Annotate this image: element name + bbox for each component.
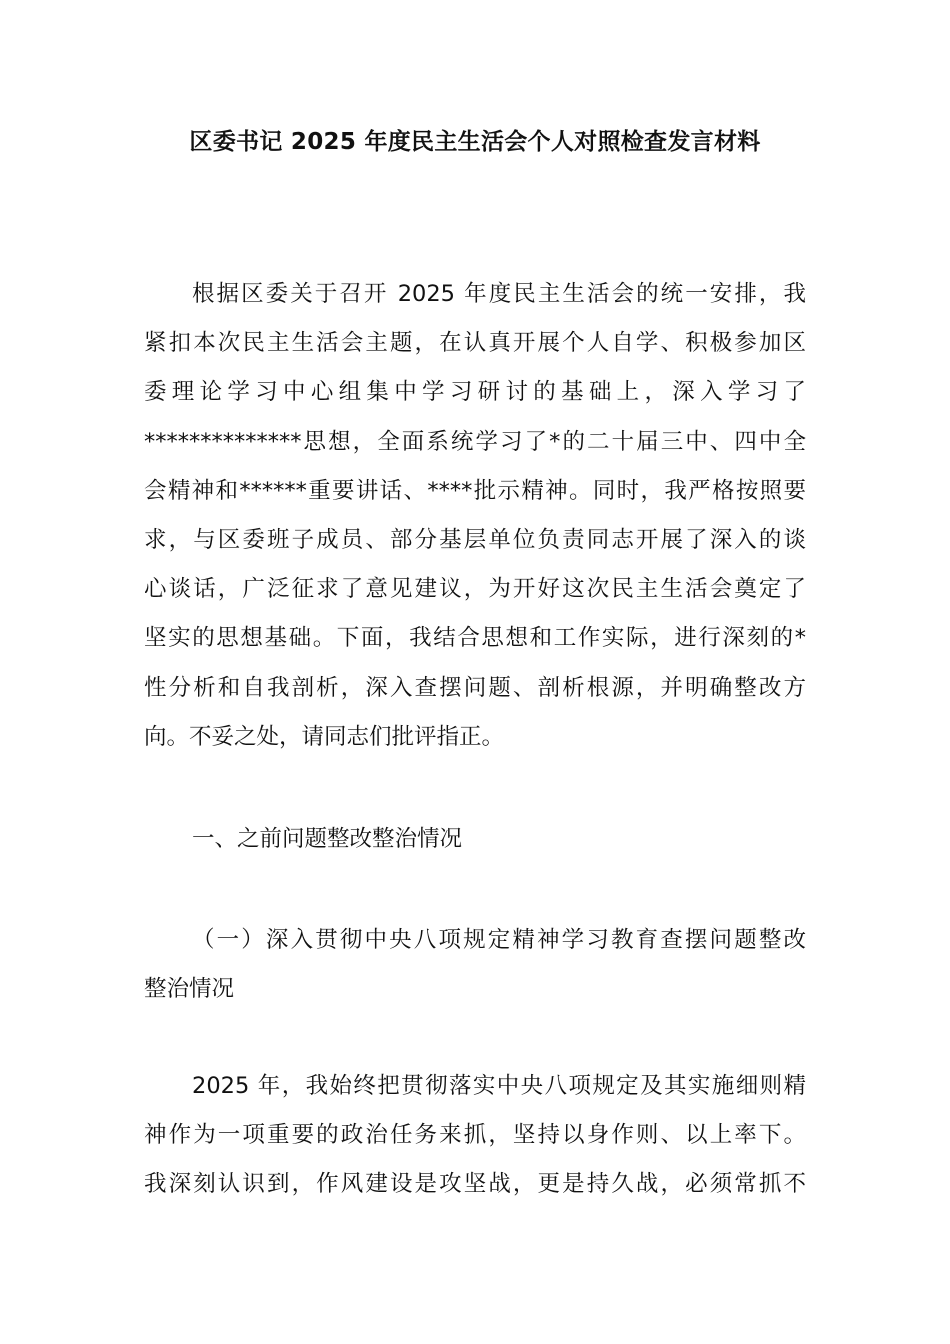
paragraph-line: 坚实的思想基础。下面，我结合思想和工作实际，进行深刻的* [144, 625, 806, 652]
paragraph-line: 会精神和******重要讲话、****批示精神。同时，我严格按照要 [144, 477, 806, 504]
section-heading [144, 815, 806, 864]
paragraph-line: 向。不妥之处，请同志们批评指正。 [144, 723, 505, 750]
subsection-heading-line: 整治情况 [144, 976, 235, 1003]
paragraph-line: 我深刻认识到，作风建设是攻坚战，更是持久战，必须常抓不 [144, 1171, 806, 1198]
paragraph-line: 性分析和自我剖析，深入查摆问题、剖析根源，并明确整改方 [144, 674, 806, 701]
subsection-heading [144, 916, 806, 1014]
body-paragraph [144, 1062, 806, 1210]
paragraph-line: 紧扣本次民主生活会主题，在认真开展个人自学、积极参加区 [144, 330, 806, 357]
document-title: 区委书记 2025 年度民主生活会个人对照检查发言材料 [189, 129, 761, 155]
section-heading-text: 一、之前问题整改整治情况 [192, 826, 463, 852]
intro-paragraph [144, 270, 806, 762]
paragraph-line: 求，与区委班子成员、部分基层单位负责同志开展了深入的谈 [144, 526, 806, 553]
subsection-heading-line: （一）深入贯彻中央八项规定精神学习教育查摆问题整改 [192, 927, 806, 953]
paragraph-line: 根据区委关于召开 2025 年度民主生活会的统一安排，我 [192, 281, 806, 307]
paragraph-line: 神作为一项重要的政治任务来抓，坚持以身作则、以上率下。 [144, 1122, 806, 1149]
paragraph-line: 心谈话，广泛征求了意见建议，为开好这次民主生活会奠定了 [144, 576, 806, 603]
paragraph-line: 2025 年，我始终把贯彻落实中央八项规定及其实施细则精 [192, 1073, 806, 1099]
paragraph-line: 委理论学习中心组集中学习研讨的基础上，深入学习了 [144, 379, 806, 406]
paragraph-line: **************思想，全面系统学习了*的二十届三中、四中全 [144, 428, 806, 455]
